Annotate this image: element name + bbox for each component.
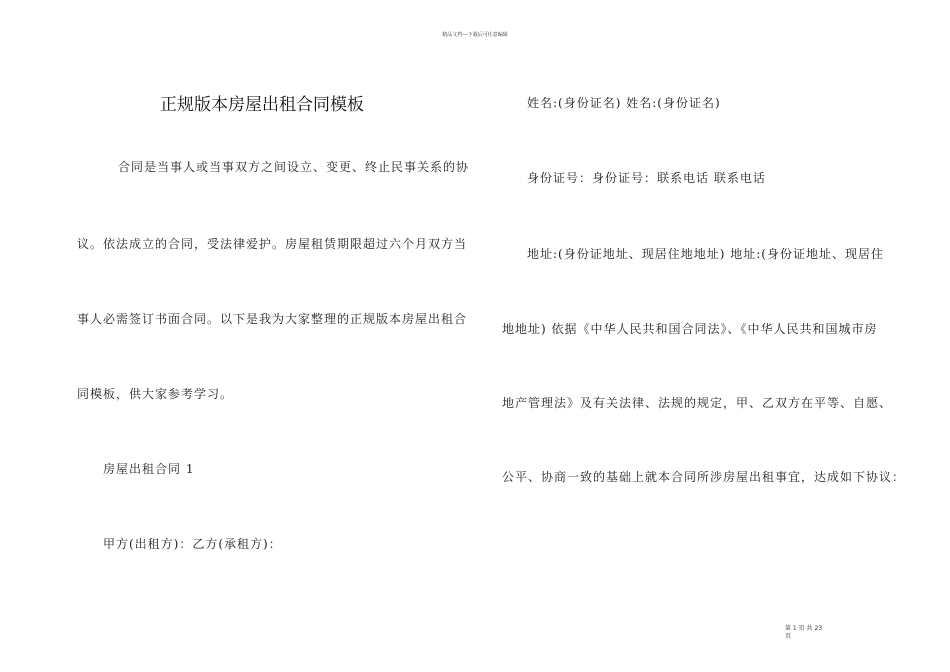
paragraph-line: 合同是当事人或当事双方之间设立、变更、终止民事关系的协 xyxy=(118,160,470,174)
page-number-line: 页 xyxy=(785,633,792,640)
page-header: 精品文档---下载后可任意编辑 xyxy=(442,32,508,38)
section-heading: 房屋出租合同 1 xyxy=(103,462,195,476)
paragraph-line: 同模板，供大家参考学习。 xyxy=(77,387,234,401)
paragraph-line: 地址:(身份证地址、现居住地地址) 地址:(身份证地址、现居住 xyxy=(527,247,884,261)
paragraph-line: 身份证号：身份证号：联系电话 联系电话 xyxy=(527,171,766,185)
paragraph-line: 姓名:(身份证名) 姓名:(身份证名) xyxy=(527,96,721,110)
paragraph-line: 地地址) 依据《中华人民共和国合同法》、《中华人民共和国城市房 xyxy=(502,322,878,336)
paragraph-line: 公平、协商一致的基础上就本合同所涉房屋出租事宜，达成如下协议： xyxy=(502,470,906,484)
document-title: 正规版本房屋出租合同模板 xyxy=(160,95,364,115)
page-number-line: 第 1 页 共 23 xyxy=(785,625,823,632)
page-number xyxy=(785,625,822,641)
paragraph-line: 甲方(出租方)：乙方(承租方)： xyxy=(103,537,282,551)
paragraph-line: 地产管理法》及有关法律、法规的规定，甲、乙双方在平等、自愿、 xyxy=(502,396,893,410)
paragraph-line: 议。依法成立的合同，受法律爱护。房屋租赁期限超过六个月双方当 xyxy=(77,237,468,251)
paragraph-line: 事人必需签订书面合同。以下是我为大家整理的正规版本房屋出租合 xyxy=(77,312,468,326)
